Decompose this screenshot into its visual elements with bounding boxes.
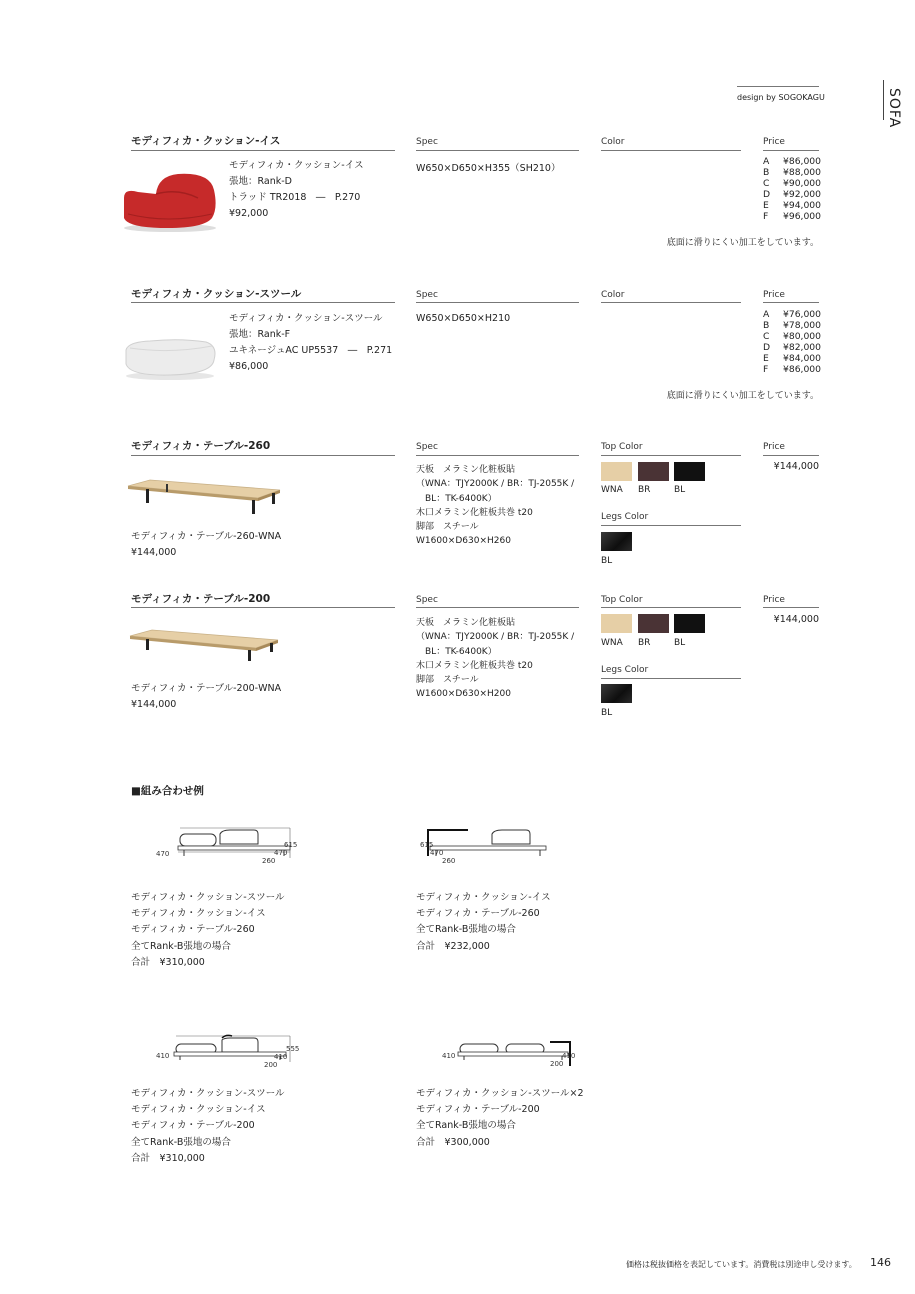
combos-heading: ■組み合わせ例 [131,785,204,797]
table-260-image [126,476,282,516]
combo-3-dim-c: 410 [274,1053,288,1061]
combo-2-dim-b: 470 [430,849,444,857]
combo-1-caption: モディフィカ・クッション-スツール モディフィカ・クッション-イス モディフィカ・テーブル-260 全てRank-B張地の場合 合計 ¥310,000 [131,892,285,968]
color-header: Color [601,137,625,147]
product-1-details: モディフィカ・クッション-イス 張地：Rank-D トラッド TR2018 ― P.270 ¥92,000 [229,160,364,219]
combo-1-dim-b: 615 [284,841,298,849]
product-1-note: 底面に滑りにくい加工をしています。 [666,238,819,248]
side-tab-rule [883,80,884,120]
cushion-chair-image [118,168,222,234]
combo-4-diagram [440,1038,580,1070]
combo-1-dim-c: 470 [274,849,288,857]
combo-2-dim-c: 260 [442,857,456,865]
combo-3-dim-b: 555 [286,1045,300,1053]
swatch-wna [601,614,632,633]
top-color-header: Top Color [601,442,643,452]
swatch-bl [674,614,705,633]
product-1-prices: A ¥86,000 B ¥88,000 C ¥90,000 D ¥92,000 E ¥94,000 F ¥96,000 [763,156,821,222]
page-number: 146 [870,1256,891,1269]
combo-2-diagram [418,826,552,868]
combo-3-dim-d: 200 [264,1061,278,1069]
combo-4-dim-a: 410 [442,1052,456,1060]
product-1-title: モディフィカ・クッション-イス [131,135,281,147]
product-2-prices: A ¥76,000 B ¥78,000 C ¥80,000 D ¥82,000 E ¥84,000 F ¥86,000 [763,309,821,375]
product-4-caption: モディフィカ・テーブル-200-WNA ¥144,000 [131,683,282,711]
swatch-legs-bl [601,532,632,551]
product-3-spec: 天板 メラミン化粧板貼 （WNA：TJY2000K / BR：TJ-2055K / BL：TK-6400K） 木口メラミン化粧板共巻 t20 脚部 スチール W1600×D630×H260 [416,465,575,547]
swatch-br [638,614,669,633]
product-4-price: ¥144,000 [773,614,819,625]
combo-4-dim-c: 200 [550,1060,564,1068]
product-2-spec: W650×D650×H210 [416,313,511,324]
spec-header: Spec [416,137,438,147]
product-3-caption: モディフィカ・テーブル-260-WNA ¥144,000 [131,531,282,559]
combo-3-diagram [154,1032,302,1070]
swatch-bl [674,462,705,481]
product-1-spec: W650×D650×H355（SH210） [416,163,561,174]
cushion-stool-image [120,334,220,382]
price-header: Price [763,137,785,147]
product-4-title: モディフィカ・テーブル-200 [131,593,271,605]
product-2-details: モディフィカ・クッション-スツール 張地：Rank-F ユキネージュAC UP5537 ― P.271 ¥86,000 [229,313,393,372]
swatch-wna [601,462,632,481]
combo-1-dim-d: 260 [262,857,276,865]
legs-color-header: Legs Color [601,512,649,522]
product-2-title: モディフィカ・クッション-スツール [131,288,302,300]
combo-3-dim-a: 410 [156,1052,170,1060]
design-by: design by SOGOKAGU [737,93,825,102]
combo-4-dim-b: 410 [562,1052,576,1060]
product-3-title: モディフィカ・テーブル-260 [131,440,271,452]
product-2-note: 底面に滑りにくい加工をしています。 [666,391,819,401]
side-tab: SOFA [886,88,902,129]
product-3-price: ¥144,000 [773,461,819,472]
combo-2-caption: モディフィカ・クッション-イス モディフィカ・テーブル-260 全てRank-B張地の場合 合計 ¥232,000 [416,892,551,952]
combo-1-dim-a: 470 [156,850,170,858]
product-4-spec: 天板 メラミン化粧板貼 （WNA：TJY2000K / BR：TJ-2055K / BL：TK-6400K） 木口メラミン化粧板共巻 t20 脚部 スチール W1600×D630×H200 [416,618,575,700]
combo-1-diagram [150,826,302,868]
swatch-legs-bl [601,684,632,703]
combo-4-caption: モディフィカ・クッション-スツール×2 モディフィカ・テーブル-200 全てRank-B張地の場合 合計 ¥300,000 [416,1088,584,1148]
table-200-image [128,628,280,664]
swatch-br [638,462,669,481]
header-rule [737,86,819,87]
footer-note: 価格は税抜価格を表記しています。消費税は別途申し受けます。 [626,1260,857,1269]
combo-3-caption: モディフィカ・クッション-スツール モディフィカ・クッション-イス モディフィカ・テーブル-200 全てRank-B張地の場合 合計 ¥310,000 [131,1088,285,1164]
combo-2-dim-a: 615 [420,841,434,849]
